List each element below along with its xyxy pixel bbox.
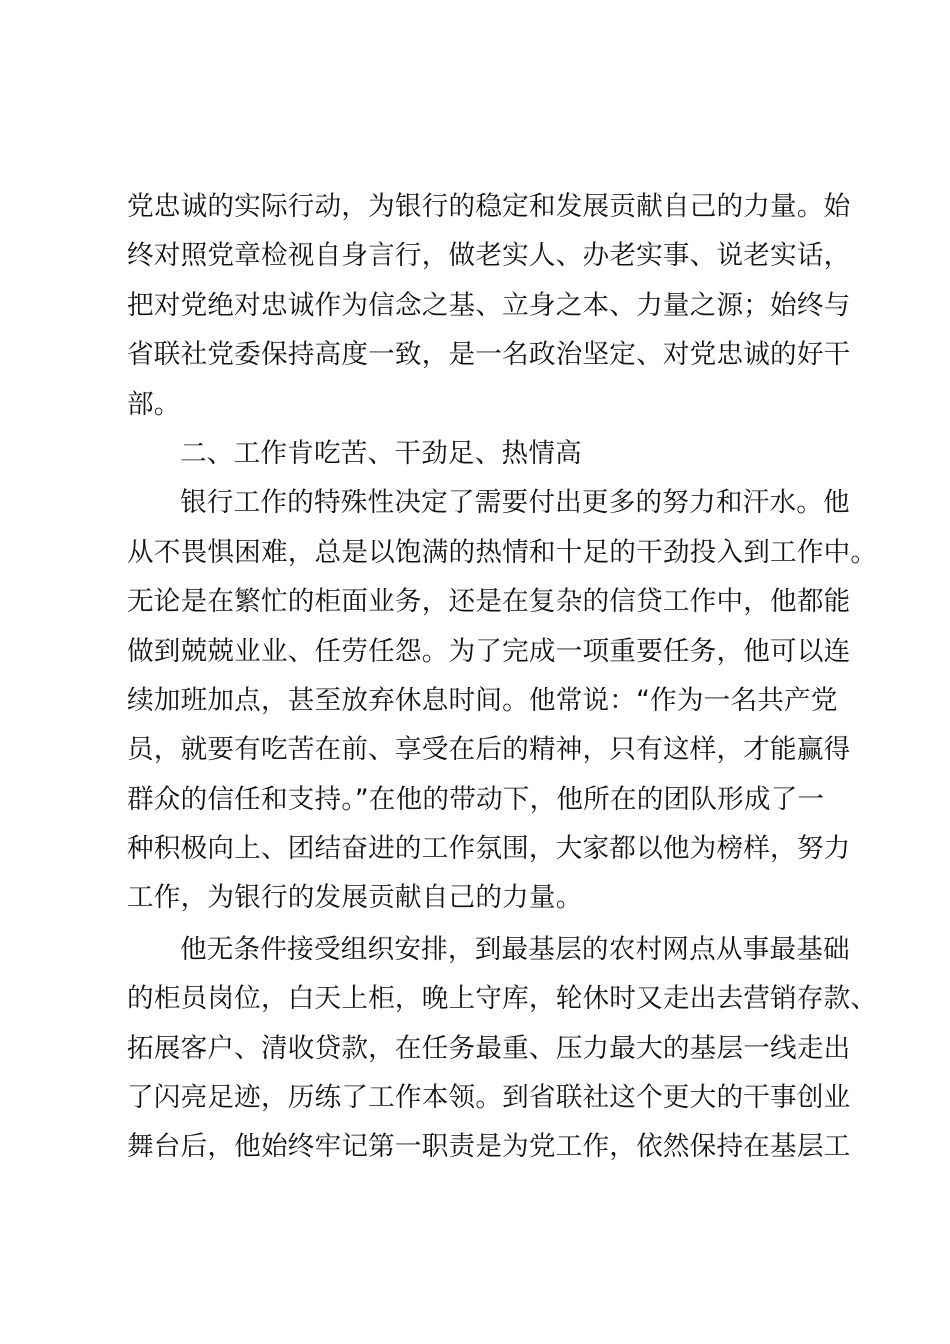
text-line: 做到兢兢业业、任劳任怨。为了完成一项重要任务，他可以连 <box>127 635 851 667</box>
paragraph-party-loyalty <box>127 182 851 429</box>
text-line: 工作，为银行的发展贡献自己的力量。 <box>127 882 583 914</box>
text-line: 银行工作的特殊性决定了需要付出更多的努力和汗水。他 <box>180 487 850 519</box>
text-line: 群众的信任和支持。”在他的带动下，他所在的团队形成了一 <box>127 783 825 815</box>
section-heading <box>127 429 839 478</box>
document-body <box>127 182 878 1172</box>
text-line: 他无条件接受组织安排，到最基层的农村网点从事最基础 <box>180 933 850 965</box>
text-line: 的柜员岗位，白天上柜，晚上守库，轮休时又走出去营销存款、 <box>127 983 878 1015</box>
text-line: 省联社党委保持高度一致，是一名政治坚定、对党忠诚的好干 <box>127 339 851 371</box>
heading-text: 二、工作肯吃苦、干劲足、热情高 <box>180 437 582 469</box>
text-line: 无论是在繁忙的柜面业务，还是在复杂的信贷工作中，他都能 <box>127 586 851 618</box>
text-line: 舞台后，他始终牢记第一职责是为党工作，依然保持在基层工 <box>127 1131 851 1163</box>
paragraph-grassroots <box>127 925 878 1172</box>
text-line: 员，就要有吃苦在前、享受在后的精神，只有这样，才能赢得 <box>127 734 851 766</box>
text-line: 终对照党章检视自身言行，做老实人、办老实事、说老实话， <box>127 240 851 272</box>
text-line: 把对党绝对忠诚作为信念之基、立身之本、力量之源；始终与 <box>127 289 851 321</box>
paragraph-hard-work <box>127 478 878 923</box>
text-line: 拓展客户、清收贷款，在任务最重、压力最大的基层一线走出 <box>127 1032 851 1064</box>
text-line: 续加班加点，甚至放弃休息时间。他常说：“作为一名共产党 <box>127 684 838 716</box>
text-line: 了闪亮足迹，历练了工作本领。到省联社这个更大的干事创业 <box>127 1082 851 1114</box>
text-line: 党忠诚的实际行动，为银行的稳定和发展贡献自己的力量。始 <box>127 191 851 222</box>
text-line: 种积极向上、团结奋进的工作氛围，大家都以他为榜样，努力 <box>127 833 851 865</box>
text-line: 从不畏惧困难，总是以饱满的热情和十足的干劲投入到工作中。 <box>127 536 878 568</box>
text-line: 部。 <box>127 388 181 420</box>
